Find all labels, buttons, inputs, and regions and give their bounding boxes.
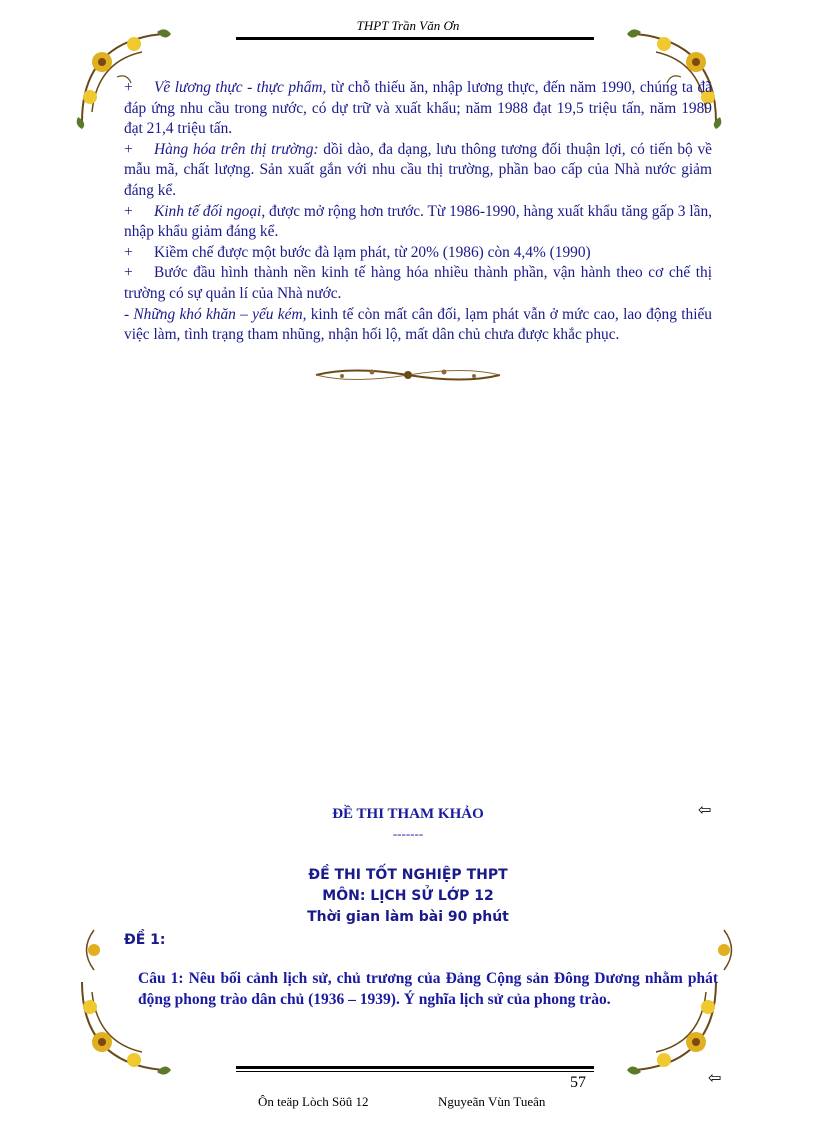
paragraph-market-goods [124, 140, 712, 202]
foreign-economy-label: Kinh tế đối ngoại, [154, 202, 266, 220]
paragraph-foreign-economy [124, 202, 712, 243]
food-label: Về lương thực - thực phẩm, [154, 79, 327, 96]
plus-marker: + [124, 140, 133, 158]
footer-rule-thin [236, 1071, 594, 1072]
paragraph-inflation [124, 243, 712, 264]
food-text: từ chỗ thiếu ăn, nhập lương thực, đến năm 1990, chúng ta đã đáp ứng nhu cầu trong nước, có dự trữ và xuất khẩu; năm 1988 đạt 19,5 triệu tấn, năm 1989 đạt 21,4 triệu tấn. [124, 79, 712, 138]
body-text [124, 78, 712, 346]
exam-time: Thời gian làm bài 90 phút [307, 909, 509, 925]
footer-rule-thick [236, 1066, 594, 1069]
divider-ornament-icon [312, 364, 504, 386]
return-arrow-icon-footer: ⇦ [708, 1070, 722, 1087]
return-arrow-icon: ⇦ [698, 802, 712, 819]
question-1: Câu 1: Nêu bối cảnh lịch sử, chủ trương của Đảng Cộng sản Đông Dương nhằm phát động phong trào dân chủ (1936 – 1939). Ý nghĩa lịch sử của phong trào. [138, 970, 718, 1008]
difficulties-label: Những khó khăn – yếu kém, [133, 305, 307, 323]
paragraph-difficulties [124, 305, 712, 346]
foreign-economy-text: được mở rộng hơn trước. Từ 1986-1990, hàng xuất khẩu tăng gấp 3 lần, nhập khẩu giảm đáng kể. [124, 202, 712, 241]
paragraph-market-economy [124, 263, 712, 304]
reference-exam-title: ĐỀ THI THAM KHẢO [332, 806, 484, 822]
footer-left: Ôn teäp Lòch Söû 12 [258, 1094, 369, 1109]
plus-marker: + [124, 202, 133, 220]
header-rule [236, 37, 594, 40]
footer-right: Nguyeãn Vùn Tueân [438, 1094, 546, 1109]
title-dashes: ------- [392, 826, 424, 841]
exam-title: ĐỀ THI TỐT NGHIỆP THPT [308, 867, 508, 883]
market-goods-label: Hàng hóa trên thị trường: [154, 140, 319, 158]
dash-marker: - [124, 305, 134, 323]
inflation-text: Kiềm chế được một bước đà lạm phát, từ 20% (1986) còn 4,4% (1990) [154, 243, 591, 261]
plus-marker: + [124, 79, 133, 96]
plus-marker: + [124, 243, 133, 261]
difficulties-text: kinh tế còn mất cân đối, lạm phát vẫn ở mức cao, lao động thiếu việc làm, tình trạng tham nhũng, nhận hối lộ, mất dân chủ chưa được khắc phục. [124, 305, 712, 344]
page-number: 57 [570, 1074, 586, 1091]
paragraph-food [124, 78, 712, 140]
exam-subject: MÔN: LỊCH SỬ LỚP 12 [322, 888, 494, 904]
market-goods-text: dồi dào, đa dạng, lưu thông tương đối thuận lợi, có tiến bộ về mẫu mã, chất lượng. Sản xuất gắn với nhu cầu thị trường, phần bao cấp của Nhà nước giảm đáng kể. [124, 140, 712, 199]
side-ornament-left-icon [74, 925, 114, 975]
header-school: THPT Trần Văn Ơn [356, 18, 460, 33]
exam-number: ĐỀ 1: [124, 932, 166, 948]
market-economy-text: Bước đầu hình thành nền kinh tế hàng hóa nhiều thành phần, vận hành theo cơ chế thị trường có sự quản lí của Nhà nước. [124, 264, 712, 302]
plus-marker: + [124, 264, 133, 282]
